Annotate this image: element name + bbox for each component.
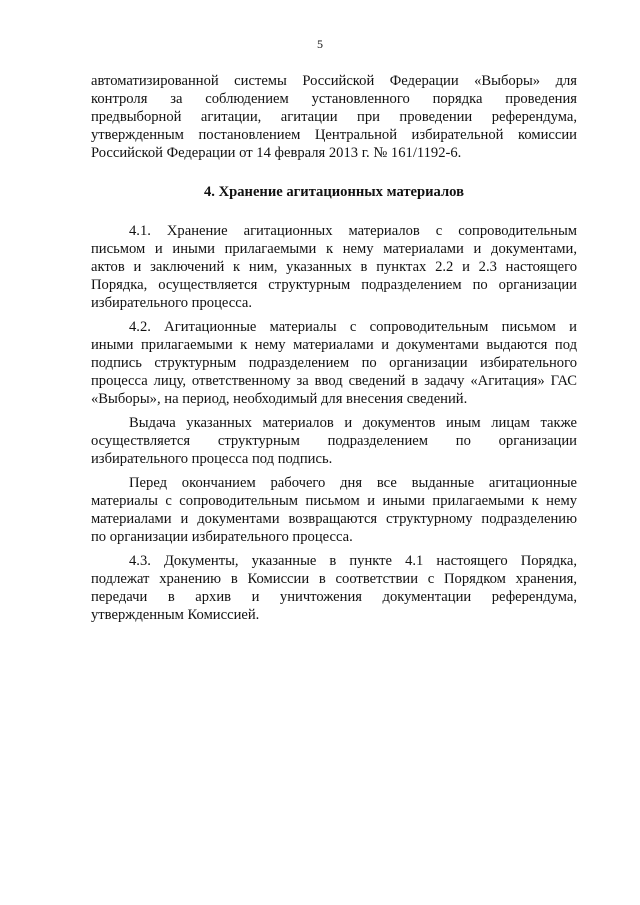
text-line: предвыборной агитации, агитации при проведении референдума, xyxy=(91,109,577,125)
document-body xyxy=(91,72,577,624)
text-line: автоматизированной системы Российской Федерации «Выборы» для xyxy=(91,73,577,89)
text-line: подлежат хранению в Комиссии в соответствии с Порядком хранения, xyxy=(91,571,577,587)
text-line: утвержденным Комиссией. xyxy=(91,607,260,623)
paragraph-4-3 xyxy=(91,552,577,624)
page-number: 5 xyxy=(317,37,323,51)
text-line: «Выборы», на период, необходимый для внесения сведений. xyxy=(91,391,468,407)
text-line: 4.3. Документы, указанные в пункте 4.1 настоящего Порядка, xyxy=(129,553,577,569)
section-heading: 4. Хранение агитационных материалов xyxy=(204,184,464,200)
text-line: избирательного процесса под подпись. xyxy=(91,451,333,467)
paragraph-4-1 xyxy=(91,222,577,312)
paragraph-issuance xyxy=(91,414,577,468)
text-line: материалами и документами возвращаются структурному подразделению xyxy=(91,511,577,527)
text-line: актов и заключений к ним, указанных в пунктах 2.2 и 2.3 настоящего xyxy=(91,259,577,275)
text-line: иными прилагаемыми к нему материалами и документами выдаются под xyxy=(91,337,577,353)
text-line: материалы с сопроводительным письмом и иными прилагаемыми к нему xyxy=(91,493,577,509)
text-line: 4.1. Хранение агитационных материалов с сопроводительным xyxy=(129,223,577,239)
paragraph-return xyxy=(91,474,577,546)
text-line: Выдача указанных материалов и документов иным лицам также xyxy=(129,415,577,431)
text-line: подпись структурным подразделением по организации избирательного xyxy=(91,355,577,371)
text-line: контроля за соблюдением установленного порядка проведения xyxy=(91,91,577,107)
text-line: Российской Федерации от 14 февраля 2013 г. № 161/1192-6. xyxy=(91,145,462,161)
text-line: осуществляется структурным подразделением по организации xyxy=(91,433,577,449)
text-line: Порядка, осуществляется структурным подразделением по организации xyxy=(91,277,577,293)
text-line: избирательного процесса. xyxy=(91,295,252,311)
text-line: Перед окончанием рабочего дня все выданные агитационные xyxy=(129,475,577,491)
text-line: утвержденным постановлением Центральной избирательной комиссии xyxy=(91,127,577,143)
text-line: 4.2. Агитационные материалы с сопроводительным письмом и xyxy=(129,319,577,335)
text-line: передачи в архив и уничтожения документации референдума, xyxy=(91,589,577,605)
intro-paragraph xyxy=(91,72,577,162)
text-line: процесса лицу, ответственному за ввод сведений в задачу «Агитация» ГАС xyxy=(91,373,577,389)
text-line: письмом и иными прилагаемыми к нему материалами и документами, xyxy=(91,241,577,257)
text-line: по организации избирательного процесса. xyxy=(91,529,353,545)
paragraph-4-2 xyxy=(91,318,577,408)
